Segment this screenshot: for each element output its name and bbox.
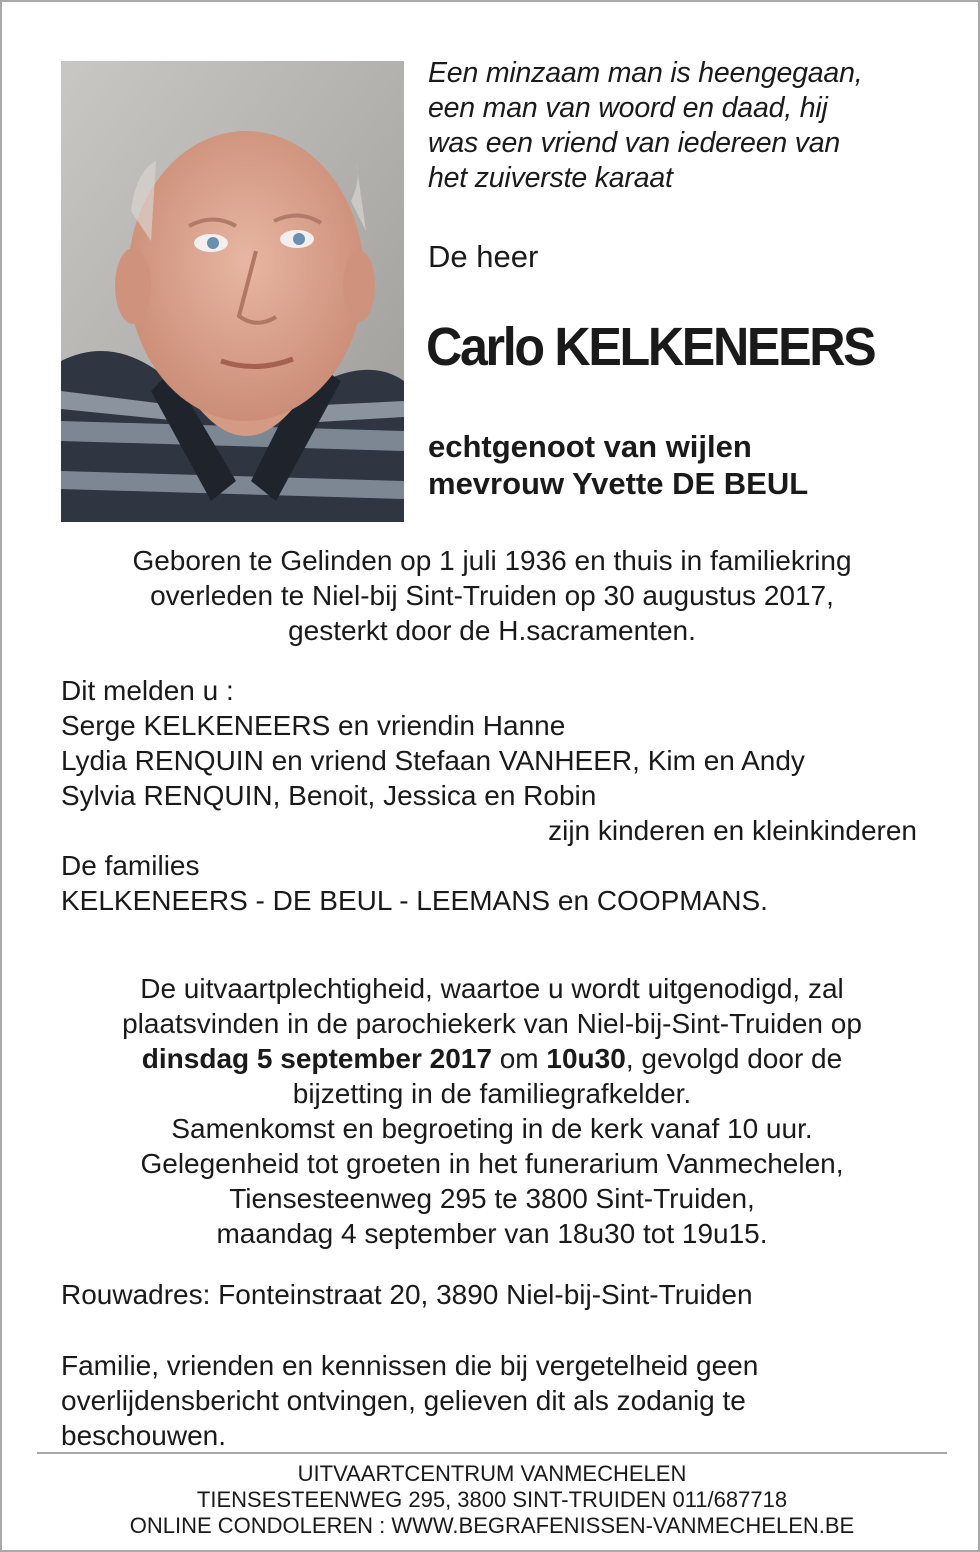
footer-company: UITVAARTCENTRUM VANMECHELEN bbox=[297, 1461, 687, 1486]
memorial-quote bbox=[428, 56, 948, 196]
funeral-date: dinsdag 5 september 2017 bbox=[141, 1043, 492, 1074]
funeral-om: om bbox=[491, 1043, 547, 1074]
closing-line: Familie, vrienden en kennissen die bij vergetelheid geen bbox=[61, 1350, 759, 1381]
footer-divider bbox=[37, 1452, 947, 1454]
closing-line: overlijdensbericht ontvingen, gelieven dit als zodanig te bbox=[61, 1385, 746, 1416]
funeral-line: bijzetting in de familiegrafkelder. bbox=[292, 1078, 692, 1109]
birth-death-line: gesterkt door de H.sacramenten. bbox=[288, 615, 696, 646]
birth-death-line: overleden te Niel-bij Sint-Truiden op 30 augustus 2017, bbox=[150, 580, 834, 611]
address-line: Rouwadres: Fonteinstraat 20, 3890 Niel-bij-Sint-Truiden bbox=[61, 1279, 753, 1310]
child-line: Sylvia RENQUIN, Benoit, Jessica en Robin bbox=[61, 780, 597, 811]
footer-website: ONLINE CONDOLEREN : WWW.BEGRAFENISSEN-VANMECHELEN.BE bbox=[129, 1513, 855, 1538]
birth-death-line: Geboren te Gelinden op 1 juli 1936 en thuis in familiekring bbox=[132, 545, 852, 576]
funeral-home-footer bbox=[2, 1461, 980, 1539]
funeral-after-time: , gevolgd door de bbox=[625, 1043, 843, 1074]
quote-line: een man van woord en daad, hij bbox=[428, 92, 828, 124]
birth-death-details bbox=[22, 543, 962, 648]
spouse-line: mevrouw Yvette DE BEUL bbox=[428, 466, 809, 501]
closing-line: beschouwen. bbox=[61, 1420, 227, 1451]
children-role: zijn kinderen en kleinkinderen bbox=[548, 815, 917, 846]
quote-line: was een vriend van iedereen van bbox=[428, 127, 841, 159]
funeral-details bbox=[22, 971, 962, 1251]
child-line: Serge KELKENEERS en vriendin Hanne bbox=[61, 710, 566, 741]
spouse-info bbox=[428, 428, 808, 502]
footer-address: TIENSESTEENWEG 295, 3800 SINT-TRUIDEN 011/687718 bbox=[196, 1487, 788, 1512]
child-line: Lydia RENQUIN en vriend Stefaan VANHEER, Kim en Andy bbox=[61, 745, 805, 776]
deceased-name: Carlo KELKENEERS bbox=[426, 317, 875, 377]
funeral-line: Tiensesteenweg 295 te 3800 Sint-Truiden, bbox=[229, 1183, 755, 1214]
funeral-line: Gelegenheid tot groeten in het funerarium Vanmechelen, bbox=[140, 1148, 844, 1179]
funeral-date-line bbox=[22, 1041, 962, 1076]
funeral-line: Samenkomst en begroeting in de kerk vanaf 10 uur. bbox=[171, 1113, 813, 1144]
portrait-photo bbox=[61, 61, 404, 522]
announcers-intro: Dit melden u : bbox=[61, 675, 234, 706]
funeral-time: 10u30 bbox=[546, 1043, 626, 1074]
funeral-line: maandag 4 september van 18u30 tot 19u15. bbox=[216, 1218, 768, 1249]
mourning-address bbox=[61, 1277, 941, 1312]
families-list: KELKENEERS - DE BEUL - LEEMANS en COOPMANS. bbox=[61, 885, 768, 916]
portrait-illustration bbox=[61, 61, 404, 522]
spouse-line: echtgenoot van wijlen bbox=[428, 429, 752, 464]
quote-line: Een minzaam man is heengegaan, bbox=[428, 57, 863, 89]
funeral-line: plaatsvinden in de parochiekerk van Niel-bij-Sint-Truiden op bbox=[122, 1008, 862, 1039]
quote-line: het zuiverste karaat bbox=[428, 162, 673, 194]
closing-note bbox=[61, 1348, 941, 1453]
families-intro: De families bbox=[61, 850, 200, 881]
honorific-title: De heer bbox=[428, 239, 539, 274]
funeral-line: De uitvaartplechtigheid, waartoe u wordt uitgenodigd, zal bbox=[140, 973, 844, 1004]
announcers-block bbox=[61, 673, 941, 918]
